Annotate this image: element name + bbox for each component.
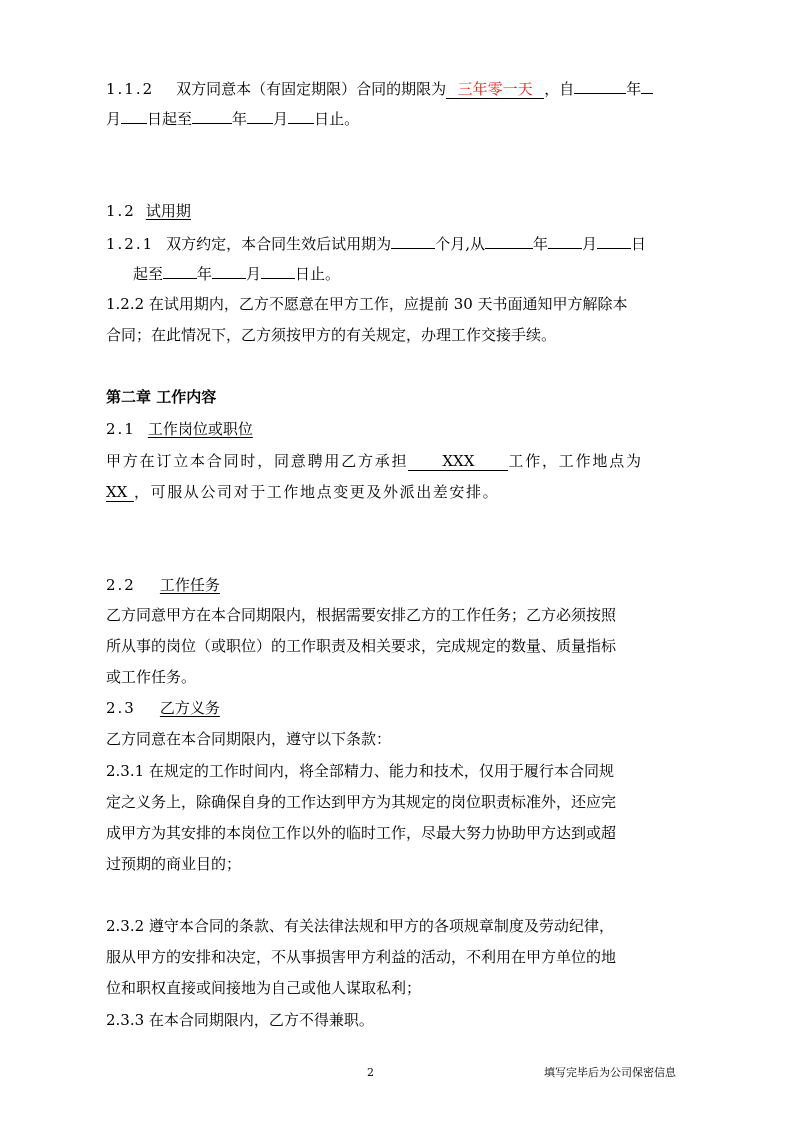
clause-2-3-1-line: 过预期的商业目的； [106, 855, 242, 873]
from-to-label: 起至 [133, 265, 164, 283]
month-label-4: 月 [246, 265, 262, 283]
day-from-label: 日起至 [147, 110, 193, 128]
day-end-label-2: 日止。 [295, 265, 341, 283]
clause-number-1-2-1: 1.2.1 [106, 235, 155, 253]
clause-number-1-1-2: 1.1.2 [106, 80, 155, 98]
clause-1-2-2-line2: 合同；在此情况下，乙方须按甲方的有关规定，办理工作交接手续。 [106, 326, 557, 344]
contract-term-field[interactable]: 三年零一天 [446, 81, 544, 99]
location-field[interactable]: XX [106, 484, 134, 502]
term-text-b: ，自 [544, 80, 575, 98]
end-day-field[interactable] [288, 106, 314, 124]
section-number: 1.2 [106, 202, 136, 220]
start-year-field[interactable] [574, 76, 626, 94]
position-text: 甲方在订立本合同时，同意聘用乙方承担 [106, 452, 409, 470]
section-1-2-heading [106, 200, 191, 222]
section-2-2-line: 所从事的岗位（或职位）的工作职责及相关要求，完成规定的数量、质量指标 [106, 637, 617, 655]
clause-1-1-2-line2 [106, 106, 359, 130]
clause-2-3-2-line: 2.3.2 遵守本合同的条款、有关法律法规和甲方的各项规章制度及劳动纪律， [106, 917, 614, 935]
probation-start-month-field[interactable] [548, 231, 582, 249]
location-arrangement-text: ，可服从公司对于工作地点变更及外派出差安排。 [134, 483, 500, 501]
section-2-1-heading [106, 418, 253, 440]
month-label-2: 月 [273, 110, 289, 128]
location-text: 工作，工作地点为 [508, 452, 643, 470]
clause-2-3-1-line: 定之义务上，除确保自身的工作达到甲方为其规定的岗位职责标准外，还应完 [106, 793, 617, 811]
clause-2-3-2-line: 服从甲方的安排和决定，不从事损害甲方利益的活动，不利用在甲方单位的地 [106, 948, 617, 966]
section-2-2-line: 乙方同意甲方在本合同期限内，根据需要安排乙方的工作任务；乙方必须按照 [106, 606, 617, 624]
year-label-4: 年 [197, 265, 213, 283]
chapter-2-title: 第二章 工作内容 [106, 388, 217, 406]
year-label: 年 [626, 80, 642, 98]
section-title-tasks: 工作任务 [159, 576, 220, 594]
clause-2-3-1-line: 2.3.1 在规定的工作时间内，将全部精力、能力和技术，仅用于履行本合同规 [106, 762, 614, 780]
start-day-field[interactable] [121, 106, 147, 124]
section-2-3-heading [106, 697, 220, 719]
probation-text: 双方约定，本合同生效后试用期为 [166, 235, 392, 253]
section-title-position: 工作岗位或职位 [147, 420, 253, 438]
day-label-3: 日 [631, 235, 647, 253]
section-2-3-intro: 乙方同意在本合同期限内，遵守以下条款： [106, 730, 392, 748]
section-number-2-3: 2.3 [106, 699, 136, 717]
year-label-3: 年 [532, 235, 548, 253]
probation-end-month-field[interactable] [212, 261, 246, 279]
clause-1-1-2-line1 [106, 76, 653, 100]
end-month-field[interactable] [247, 106, 273, 124]
month-label: 月 [106, 110, 122, 128]
clause-1-2-1-line2 [133, 261, 340, 285]
section-2-2-line: 或工作任务。 [106, 668, 197, 686]
section-2-2-heading [106, 574, 220, 596]
clause-1-2-1-line1 [106, 231, 646, 255]
confidentiality-note: 填写完毕后为公司保密信息 [544, 1066, 676, 1079]
section-title-probation: 试用期 [145, 202, 191, 220]
month-label-3: 月 [581, 235, 597, 253]
section-number-2-2: 2.2 [106, 576, 136, 594]
start-month-field-a[interactable] [641, 76, 653, 94]
probation-end-day-field[interactable] [261, 261, 295, 279]
clause-2-3-3: 2.3.3 在本合同期限内，乙方不得兼职。 [106, 1011, 374, 1029]
year-label-2: 年 [232, 110, 248, 128]
months-label: 个月,从 [435, 235, 485, 253]
end-year-field[interactable] [192, 106, 232, 124]
day-end-label: 日止。 [314, 110, 360, 128]
section-number-2-1: 2.1 [106, 420, 136, 438]
probation-start-year-field[interactable] [485, 231, 533, 249]
position-field[interactable]: XXX [408, 453, 508, 471]
term-text: 双方同意本（有固定期限）合同的期限为 [176, 80, 447, 98]
clause-2-3-1-line: 成甲方为其安排的本岗位工作以外的临时工作，尽最大努力协助甲方达到或超 [106, 824, 617, 842]
probation-end-year-field[interactable] [163, 261, 197, 279]
probation-months-field[interactable] [391, 231, 435, 249]
section-2-1-line1 [106, 450, 643, 472]
section-2-1-line2 [106, 481, 499, 503]
clause-2-3-2-line: 位和职权直接或间接地为自己或他人谋取私利； [106, 979, 422, 997]
probation-start-day-field[interactable] [597, 231, 631, 249]
section-title-obligations: 乙方义务 [159, 699, 220, 717]
clause-1-2-2-line1: 1.2.2 在试用期内，乙方不愿意在甲方工作，应提前 30 天书面通知甲方解除本 [106, 295, 628, 313]
page-number: 2 [367, 1066, 374, 1079]
